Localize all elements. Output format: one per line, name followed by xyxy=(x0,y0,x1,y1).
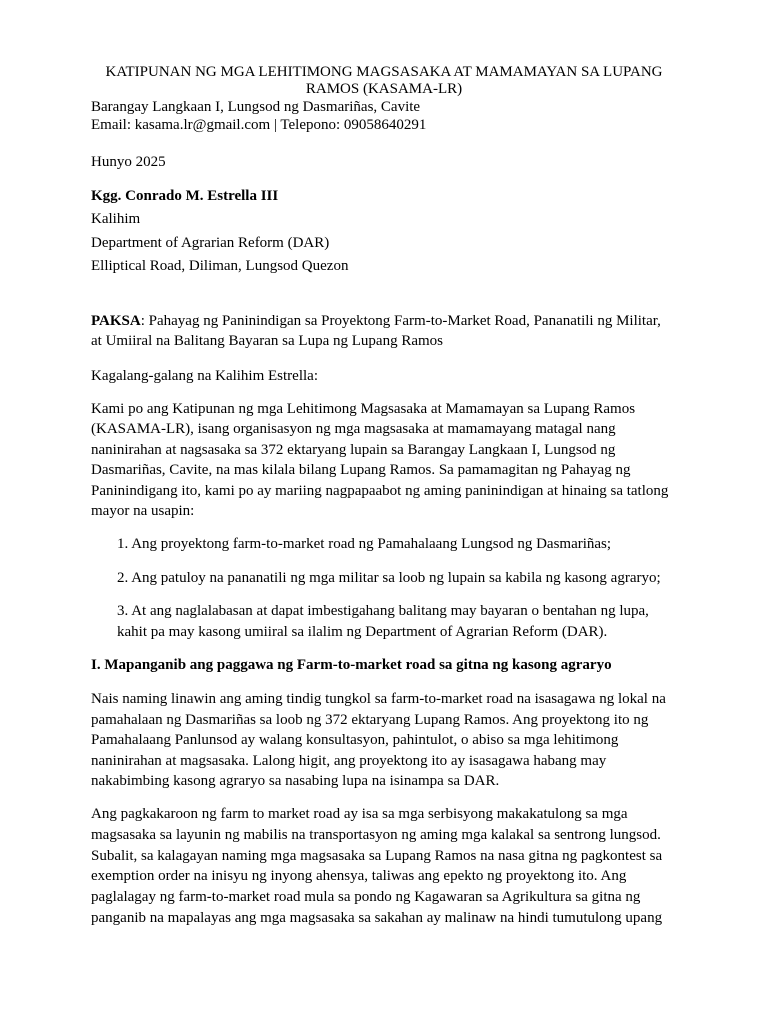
issue-number: 2. xyxy=(117,570,129,586)
recipient-office: Department of Agrarian Reform (DAR) xyxy=(91,234,330,251)
subject-line: at Umiiral na Balitang Bayaran sa Lupa ng Lupang Ramos xyxy=(91,333,443,349)
section-heading xyxy=(91,655,681,675)
issue-line xyxy=(117,534,717,555)
paragraph-line: Subalit, sa kalagayan naming mga magsasaka sa Lupang Ramos na nasa gitna ng pagkontest sa xyxy=(91,847,663,864)
paragraph-line: Ang pagkakaroon ng farm to market road ay isa sa mga serbisyong makakatulong sa mga xyxy=(91,806,628,822)
organization-name-line: RAMOS (KASAMA-LR) xyxy=(305,81,463,97)
paragraph-line: mayor na usapin: xyxy=(91,503,195,520)
recipient-name: Kgg. Conrado M. Estrella III xyxy=(91,188,279,204)
issue-number: 3. xyxy=(117,603,129,619)
letterhead-organization xyxy=(91,64,677,98)
paragraph-line: nakabimbing kasong agraryo sa nasabing lupa na isinampa sa DAR. xyxy=(91,773,500,789)
organization-name-line: KATIPUNAN NG MGA LEHITIMONG MAGSASAKA AT MAMAMAYAN SA LUPANG xyxy=(105,64,663,80)
issue-number: 1. xyxy=(117,536,129,552)
paragraph-line: naninirahan at magsasaka. Lalong higit, ang proyektong ito ay isasagawa habang may xyxy=(91,752,607,769)
letterhead-contact-block xyxy=(91,98,681,134)
letter-date xyxy=(91,152,681,172)
paragraph-line: panganib na mapalayas ang mga magsasaka sa sakahan ay malinaw na hindi tumutulong upang xyxy=(91,909,663,926)
recipient-title: Kalihim xyxy=(91,211,141,228)
issue-list-item xyxy=(117,534,717,555)
issue-list-item xyxy=(117,601,717,643)
paragraph-line: Pamahalaang Panlunsod ay walang konsultasyon, pahintulot, o abiso sa mga lehitimong xyxy=(91,732,619,748)
paragraph-line: Kami po ang Katipunan ng mga Lehitimong Magsasaka at Mamamayan sa Lupang Ramos xyxy=(91,401,636,417)
subject-line xyxy=(91,311,681,331)
paragraph-line: Paninindigang ito, kami po ay mariing nagpapaabot ng aming paninindigan at hinaing sa tatlong xyxy=(91,482,669,499)
subject-text: : Pahayag ng Paninindigan sa Proyektong Farm-to-Market Road, Pananatili ng Militar, xyxy=(140,313,661,329)
issue-line xyxy=(117,568,717,589)
paragraph-line: magsasaka sa layunin ng mabilis na transportasyon ng aming mga kalakal sa sentrong lungsod. xyxy=(91,826,661,843)
paragraph-line: Dasmariñas, Cavite, na mas kilala bilang Lupang Ramos. Sa pamamagitan ng Pahayag ng xyxy=(91,462,631,479)
section-heading-text: I. Mapanganib ang paggawa ng Farm-to-market road sa gitna ng kasong agraryo xyxy=(91,657,612,673)
recipient-block xyxy=(91,185,681,279)
salutation-text: Kagalang-galang na Kalihim Estrella: xyxy=(91,368,318,384)
subject-block xyxy=(91,311,681,351)
issue-text: Ang proyektong farm-to-market road ng Pamahalaang Lungsod ng Dasmariñas; xyxy=(131,536,612,552)
issue-line xyxy=(117,601,717,622)
section-paragraph xyxy=(91,804,681,929)
paragraph-line: exemption order na inisyu ng inyong ahensya, taliwas ang epekto ng proyektong ito. Ang xyxy=(91,868,627,885)
salutation xyxy=(91,366,681,386)
paragraph-line: Nais naming linawin ang aming tindig tungkol sa farm-to-market road na isasagawa ng lokal na xyxy=(91,691,666,707)
issue-line: kahit pa may kasong umiiral sa ilalim ng Department of Agrarian Reform (DAR). xyxy=(117,624,608,640)
date-text: Hunyo 2025 xyxy=(91,154,166,170)
paragraph-line: pamahalaan ng Dasmariñas sa loob ng 372 ektaryang Lupang Ramos. Ang proyektong ito ng xyxy=(91,711,649,728)
organization-contact: Email: kasama.lr@gmail.com | Telepono: 09058640291 xyxy=(91,117,427,133)
paragraph-line: (KASAMA-LR), isang organisasyon ng mga magsasaka at mamamayang matagal nang xyxy=(91,421,616,438)
issue-text: At ang naglalabasan at dapat imbestigahang balitang may bayaran o bentahan ng lupa, xyxy=(131,603,649,619)
recipient-address: Elliptical Road, Diliman, Lungsod Quezon xyxy=(91,258,349,275)
paragraph-line: naninirahan at nagsasaka sa 372 ektaryang lupain sa Barangay Langkaan I, Lungsod ng xyxy=(91,441,616,458)
section-paragraph xyxy=(91,689,681,792)
subject-label: PAKSA xyxy=(91,313,141,329)
intro-paragraph xyxy=(91,399,681,521)
organization-address: Barangay Langkaan I, Lungsod ng Dasmariñas, Cavite xyxy=(91,99,421,115)
paragraph-line: paglalagay ng farm-to-market road mula sa pondo ng Kagawaran sa Agrikultura sa gitna ng xyxy=(91,889,641,906)
issue-list-item xyxy=(117,568,717,589)
issue-text: Ang patuloy na pananatili ng mga militar sa loob ng lupain sa kabila ng kasong agraryo; xyxy=(131,570,661,586)
